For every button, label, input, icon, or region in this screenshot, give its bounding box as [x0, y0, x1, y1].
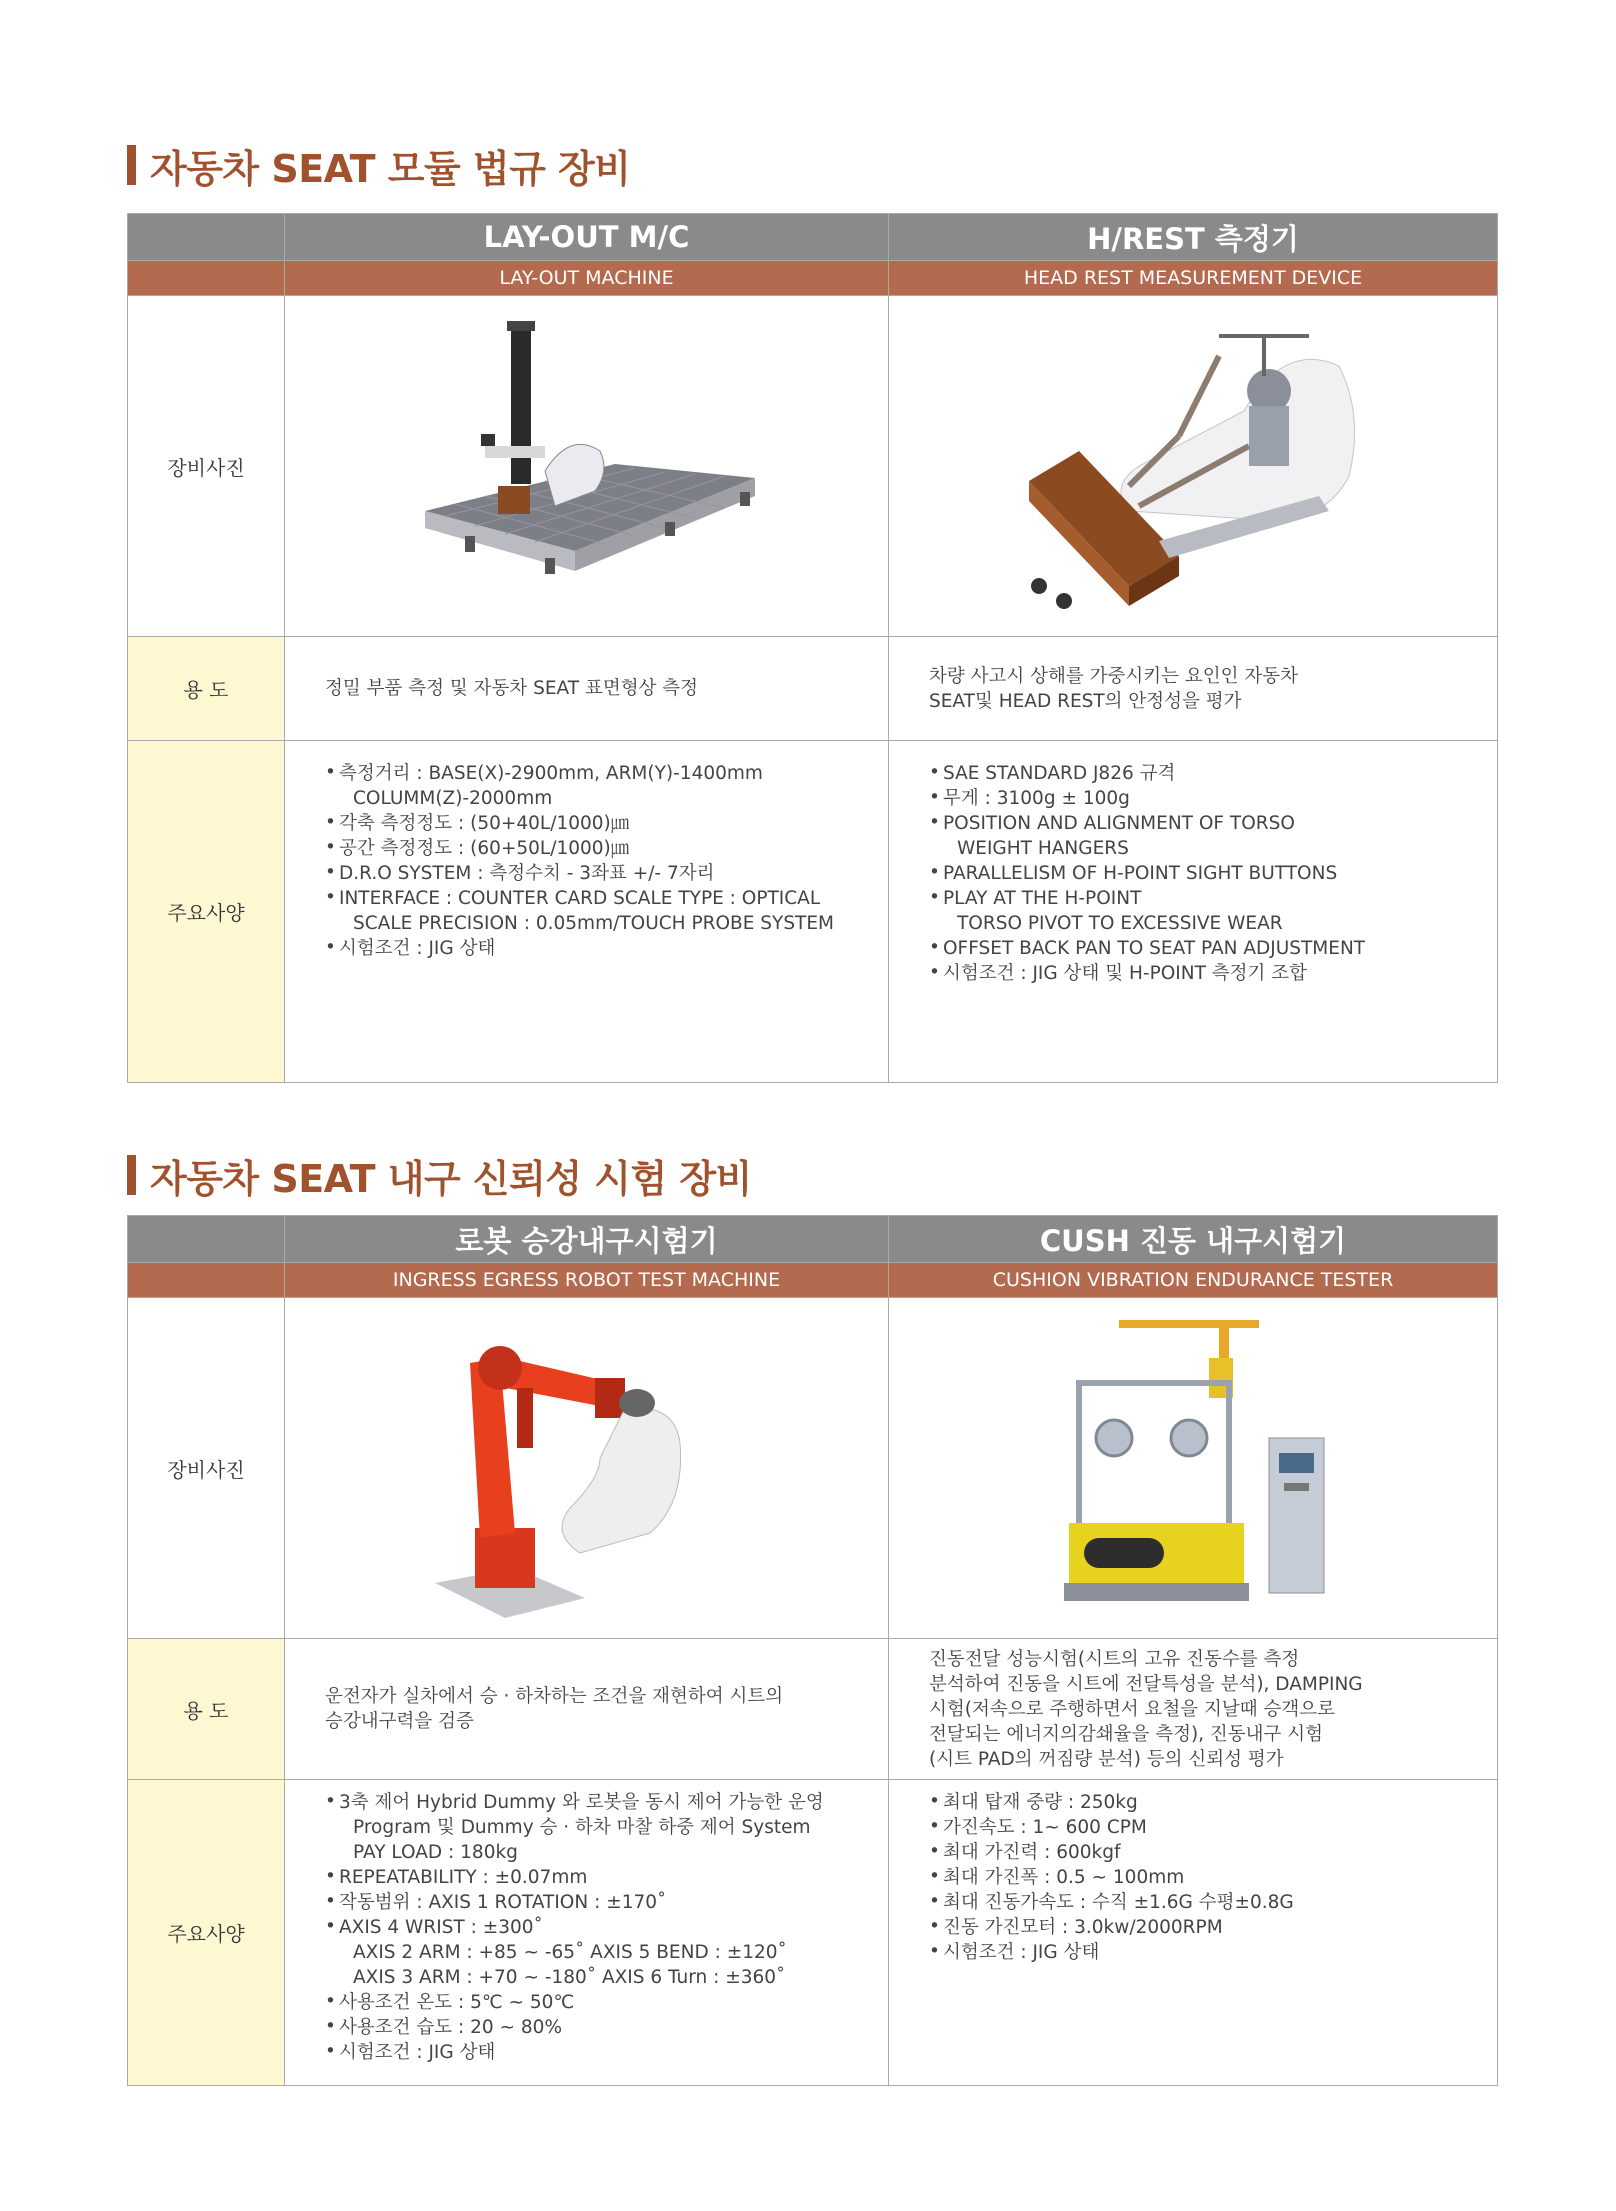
spec-item: • OFFSET BACK PAN TO SEAT PAN ADJUSTMENT [929, 936, 1467, 961]
spec-item: COLUMM(Z)-2000mm [353, 788, 553, 809]
col1-use [285, 637, 889, 741]
spec-item: • 진동 가진모터 : 3.0kw/2000RPM [929, 1915, 1467, 1940]
row-label-photo: 장비사진 [128, 1298, 285, 1639]
spec-item: • PLAY AT THE H-POINT [929, 886, 1467, 911]
col1-spec-list [285, 761, 888, 961]
use-line: 운전자가 실차에서 승 · 하차하는 조건을 재현하여 시트의 [325, 1686, 784, 1707]
spec-item: • PARALLELISM OF H-POINT SIGHT BUTTONS [929, 861, 1467, 886]
use-line: 전달되는 에너지의감쇄율을 측정), 진동내구 시험 [929, 1723, 1324, 1745]
spec-item: • 최대 가진력 : 600kgf [929, 1840, 1467, 1865]
row-label-spec: 주요사양 [128, 1780, 285, 2086]
col2-use [889, 1639, 1498, 1780]
spec-item: • 공간 측정정도 : (60+50L/1000)㎛ [325, 836, 858, 861]
use-line: SEAT및 HEAD REST의 안정성을 평가 [929, 690, 1242, 712]
spec-item: • 시험조건 : JIG 상태 [325, 2040, 858, 2065]
spec-item: • REPEATABILITY : ±0.07mm [325, 1865, 858, 1890]
spec-item: • 무게 : 3100g ± 100g [929, 786, 1467, 811]
col1-use-text: 정밀 부품 측정 및 자동차 SEAT 표면형상 측정 [325, 678, 699, 699]
spec-item: • 최대 탑재 중량 : 250kg [929, 1790, 1467, 1815]
headrest-device-photo [889, 296, 1498, 637]
header-blank [128, 214, 285, 261]
col2-use [889, 637, 1498, 741]
col2-subtitle: CUSHION VIBRATION ENDURANCE TESTER [889, 1263, 1498, 1298]
robot-test-machine-photo [285, 1298, 889, 1639]
col2-use-text [889, 1647, 1497, 1772]
use-line: 승강내구력을 검증 [325, 1711, 474, 1732]
spec-item: • 사용조건 습도 : 20 ~ 80% [325, 2015, 858, 2040]
col2-subtitle: HEAD REST MEASUREMENT DEVICE [889, 261, 1498, 296]
spec-item: AXIS 3 ARM : +70 ~ -180˚ AXIS 6 Turn : ±360˚ [353, 1967, 786, 1988]
header-blank [128, 1216, 285, 1263]
col1-subtitle: LAY-OUT MACHINE [285, 261, 889, 296]
col2-name: H/REST 측정기 [889, 214, 1498, 261]
subheader-blank [128, 261, 285, 296]
use-line: (시트 PAD의 꺼짐량 분석) 등의 신뢰성 평가 [929, 1748, 1284, 1770]
spec-item: • 작동범위 : AXIS 1 ROTATION : ±170˚ [325, 1890, 858, 1915]
spec-item: WEIGHT HANGERS [957, 838, 1129, 859]
col1-subtitle: INGRESS EGRESS ROBOT TEST MACHINE [285, 1263, 889, 1298]
spec-item: • 최대 진동가속도 : 수직 ±1.6G 수평±0.8G [929, 1890, 1467, 1915]
use-line: 차량 사고시 상해를 가중시키는 요인인 자동차 [929, 665, 1298, 687]
cushion-vibration-tester-image [889, 1298, 1498, 1638]
section2-title-text: 자동차 SEAT 내구 신뢰성 시험 장비 [150, 1156, 752, 1201]
layout-machine-photo [285, 296, 889, 637]
col2-name: CUSH 진동 내구시험기 [889, 1216, 1498, 1263]
section1-table [127, 213, 1498, 1083]
col1-spec-list [285, 1790, 888, 2065]
spec-item: • 시험조건 : JIG 상태 및 H-POINT 측정기 조합 [929, 961, 1467, 986]
col2-spec [889, 1780, 1498, 2086]
row-label-use: 용 도 [128, 637, 285, 741]
row-label-use: 용 도 [128, 1639, 285, 1780]
spec-item: Program 및 Dummy 승 · 하차 마찰 하중 제어 System [353, 1817, 811, 1838]
col1-name: LAY-OUT M/C [285, 214, 889, 261]
spec-item: • 시험조건 : JIG 상태 [325, 936, 858, 961]
layout-machine-image [285, 296, 889, 636]
spec-item: • D.R.O SYSTEM : 측정수치 - 3좌표 +/- 7자리 [325, 861, 858, 886]
col1-use [285, 1639, 889, 1780]
spec-item: • 각축 측정정도 : (50+40L/1000)㎛ [325, 811, 858, 836]
section2-table [127, 1215, 1498, 2086]
title-bar-accent [127, 1155, 136, 1195]
spec-item: • 시험조건 : JIG 상태 [929, 1940, 1467, 1965]
spec-item: • SAE STANDARD J826 규격 [929, 761, 1467, 786]
spec-item: • 최대 가진폭 : 0.5 ~ 100mm [929, 1865, 1467, 1890]
use-line: 진동전달 성능시험(시트의 고유 진동수를 측정 [929, 1648, 1300, 1670]
spec-item: • 가진속도 : 1~ 600 CPM [929, 1815, 1467, 1840]
col1-spec [285, 741, 889, 1083]
spec-item: • AXIS 4 WRIST : ±300˚ [325, 1915, 858, 1940]
col2-use-text [889, 664, 1497, 714]
use-line: 시험(저속으로 주행하면서 요철을 지날때 승객으로 [929, 1698, 1336, 1720]
use-line: 분석하여 진동을 시트에 전달특성을 분석), DAMPING [929, 1673, 1363, 1695]
spec-item: TORSO PIVOT TO EXCESSIVE WEAR [957, 913, 1283, 934]
spec-item: • 3축 제어 Hybrid Dummy 와 로봇을 동시 제어 가능한 운영 [325, 1790, 858, 1815]
col1-name: 로봇 승강내구시험기 [285, 1216, 889, 1263]
title-bar-accent [127, 145, 136, 185]
cushion-vibration-tester-photo [889, 1298, 1498, 1639]
row-label-spec: 주요사양 [128, 741, 285, 1083]
section2-title [127, 1145, 752, 1205]
section1-title-text: 자동차 SEAT 모듈 법규 장비 [150, 146, 631, 191]
col2-spec-list [889, 1790, 1497, 1965]
spec-item: • INTERFACE : COUNTER CARD SCALE TYPE : OPTICAL [325, 886, 858, 911]
subheader-blank [128, 1263, 285, 1298]
robot-test-machine-image [285, 1298, 889, 1638]
col1-use-text [285, 1684, 888, 1734]
col1-spec [285, 1780, 889, 2086]
spec-item: PAY LOAD : 180kg [353, 1842, 518, 1863]
spec-item: • 측정거리 : BASE(X)-2900mm, ARM(Y)-1400mm [325, 761, 858, 786]
col2-spec [889, 741, 1498, 1083]
section1-title [127, 135, 631, 195]
row-label-photo: 장비사진 [128, 296, 285, 637]
spec-item: SCALE PRECISION : 0.05mm/TOUCH PROBE SYSTEM [353, 913, 835, 934]
col2-spec-list [889, 761, 1497, 986]
headrest-device-image [889, 296, 1498, 636]
spec-item: • POSITION AND ALIGNMENT OF TORSO [929, 811, 1467, 836]
spec-item: AXIS 2 ARM : +85 ~ -65˚ AXIS 5 BEND : ±120˚ [353, 1942, 787, 1963]
spec-item: • 사용조건 온도 : 5℃ ~ 50℃ [325, 1990, 858, 2015]
